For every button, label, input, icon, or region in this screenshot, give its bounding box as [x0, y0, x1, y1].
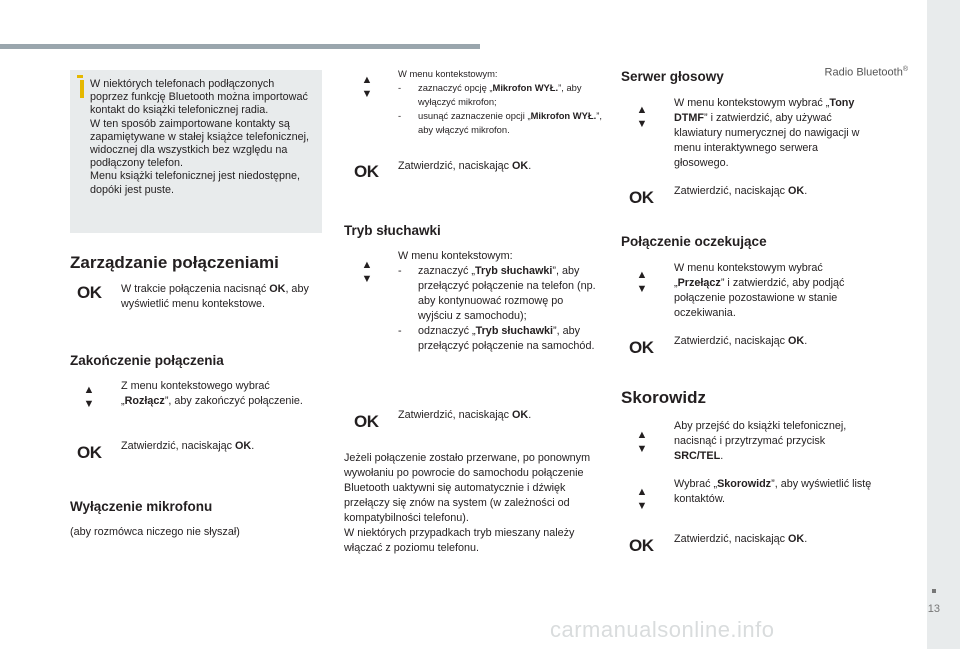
- info-note: [70, 70, 322, 233]
- info-icon: [80, 80, 84, 98]
- page-header-title: Radio Bluetooth®: [824, 66, 908, 79]
- mic-menu-instructions: W menu kontekstowym: - zaznaczyć opcję „Mikrofon WYŁ.”, aby wyłączyć mikrofon; - usunąć zaznaczenie opcji „Mikrofon WYŁ.”, aby włączyć mikrofon.: [398, 67, 603, 137]
- watermark: carmanualsonline.info: [550, 617, 775, 642]
- subheading-voice-server: Serwer głosowy: [621, 69, 724, 84]
- confirm-text: Zatwierdzić, naciskając OK.: [674, 185, 808, 197]
- list-item: - zaznaczyć „Tryb słuchawki”, aby przełączyć połączenie na telefon (np. aby kontynuować rozmowę po wyjściu z samochodu);: [398, 264, 598, 324]
- confirm-text: Zatwierdzić, naciskając OK.: [674, 533, 808, 545]
- voice-server-text: W menu kontekstowym wybrać „Tony DTMF” i zatwierdzić, aby używać klawiatury numerycznej do nawigacji w menu interaktywnego serwera głosowego.: [674, 97, 860, 169]
- up-down-arrows-icon: ▲ ▼: [636, 486, 648, 512]
- up-down-arrows-icon: ▲ ▼: [361, 74, 373, 100]
- ok-button-icon: OK: [354, 412, 379, 431]
- list-item: - odznaczyć „Tryb słuchawki”, aby przełączyć połączenie na samochód.: [398, 324, 598, 354]
- confirm-text: Zatwierdzić, naciskając OK.: [674, 335, 808, 347]
- directory-text: Aby przejść do książki telefonicznej, nacisnąć i przytrzymać przycisk SRC/TEL.: [674, 420, 847, 462]
- call-waiting-text: W menu kontekstowym wybrać „Przełącz” i zatwierdzić, aby podjąć połączenie pozostawione w stanie oczekiwania.: [674, 262, 845, 319]
- note-paragraph: W niektórych telefonach podłączonych poprzez funkcję Bluetooth można importować kontakt do książki telefonicznej radia.: [90, 78, 308, 117]
- note-paragraph: Menu książki telefonicznej jest niedostępne, dopóki jest puste.: [90, 170, 301, 196]
- side-strip: [927, 0, 960, 649]
- header-bar: [0, 44, 480, 49]
- page-number: 13: [927, 603, 940, 615]
- mic-off-text: (aby rozmówca niczego nie słyszał): [70, 526, 240, 538]
- subheading-call-waiting: Połączenie oczekujące: [621, 234, 767, 249]
- subheading-mic-off: Wyłączenie mikrofonu: [70, 499, 213, 514]
- ok-button-icon: OK: [629, 338, 654, 357]
- up-down-arrows-icon: ▲ ▼: [83, 384, 95, 410]
- page-marker: [932, 589, 936, 593]
- confirm-text: Zatwierdzić, naciskając OK.: [121, 440, 255, 452]
- subheading-headset-mode: Tryb słuchawki: [344, 223, 441, 238]
- ok-button-icon: OK: [77, 443, 102, 462]
- ok-button-icon: OK: [77, 283, 102, 302]
- list-item: - zaznaczyć opcję „Mikrofon WYŁ.”, aby wyłączyć mikrofon;: [398, 81, 603, 109]
- confirm-text: Zatwierdzić, naciskając OK.: [398, 409, 532, 421]
- section-heading-call-management: Zarządzanie połączeniami: [70, 253, 279, 272]
- ok-button-icon: OK: [629, 536, 654, 555]
- subheading-end-call: Zakończenie połączenia: [70, 353, 224, 368]
- note-paragraph: W ten sposób zaimportowane kontakty są zapamiętywane w stałej książce telefonicznej, widocznej dla wszystkich bez względu na podłączony telefon.: [90, 117, 310, 170]
- directory-list-text: Wybrać „Skorowidz”, aby wyświetlić listę kontaktów.: [674, 478, 872, 505]
- confirm-text: Zatwierdzić, naciskając OK.: [398, 160, 532, 172]
- up-down-arrows-icon: ▲ ▼: [636, 429, 648, 455]
- headset-instructions: W menu kontekstowym: - zaznaczyć „Tryb słuchawki”, aby przełączyć połączenie na telefon (np. aby kontynuować rozmowę po wyjściu z samochodu); - odznaczyć „Tryb słuchawki”, aby przełączyć połączenie na samochód.: [398, 249, 598, 354]
- reconnect-paragraph: Jeżeli połączenie zostało przerwane, po ponownym wywołaniu po powrocie do samochodu połączenie Bluetooth uaktywni się automatycznie i dźwięk przełączy się znów na system (w zależności od kompatybilności telefonu). W niektórych przypadkach tryb mieszany należy włączać z poziomu telefonu.: [344, 452, 591, 554]
- call-management-text: W trakcie połączenia nacisnąć OK, aby wyświetlić menu kontekstowe.: [121, 283, 309, 310]
- end-call-text: Z menu kontekstowego wybrać „Rozłącz”, aby zakończyć połączenie.: [121, 380, 303, 407]
- ok-button-icon: OK: [629, 188, 654, 207]
- ok-button-icon: OK: [354, 162, 379, 181]
- up-down-arrows-icon: ▲ ▼: [636, 104, 648, 130]
- up-down-arrows-icon: ▲ ▼: [636, 269, 648, 295]
- list-item: - usunąć zaznaczenie opcji „Mikrofon WYŁ.”, aby włączyć mikrofon.: [398, 109, 603, 137]
- up-down-arrows-icon: ▲ ▼: [361, 259, 373, 285]
- section-heading-directory: Skorowidz: [621, 388, 707, 407]
